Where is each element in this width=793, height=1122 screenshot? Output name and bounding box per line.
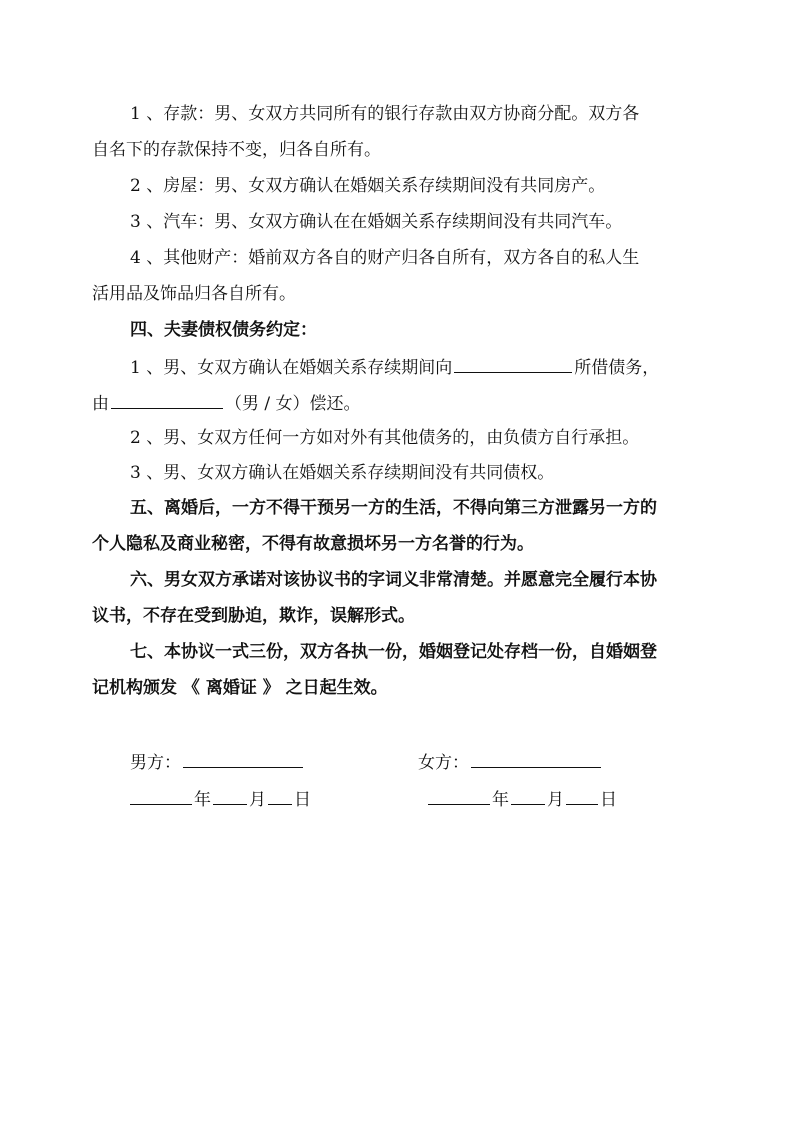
debt-item-1-suffix: 所借债务， [574, 358, 660, 378]
asset-item-other [130, 246, 742, 270]
item-number: 2 、 [130, 176, 164, 196]
debtor-blank[interactable] [111, 390, 223, 409]
item-text: 汽车：男、女双方确认在在婚姻关系存续期间没有共同汽车。 [163, 212, 623, 232]
item-number: 1 、 [130, 104, 164, 124]
male-year-field[interactable] [130, 786, 192, 805]
clause-7-line-2: 记机构颁发 《 离婚证 》 之日起生效。 [92, 678, 388, 698]
clause-6-line-2: 议书，不存在受到胁迫，欺诈，误解形式。 [92, 606, 415, 626]
item-text: 其他财产：婚前双方各自的财产归各自所有，双方各自的私人生 [163, 248, 640, 268]
item-number: 3 、 [130, 212, 164, 232]
debt-heading: 四、夫妻债权债务约定： [130, 320, 317, 340]
debt-item-2: 2 、男、女双方任何一方如对外有其他债务的，由负债方自行承担。 [130, 428, 640, 448]
male-signature-field[interactable] [183, 749, 303, 768]
debt-item-1-text: 1 、男、女双方确认在婚姻关系存续期间向 [130, 358, 453, 378]
item-text: 存款：男、女双方共同所有的银行存款由双方协商分配。双方各 [163, 104, 640, 124]
month-label: 月 [249, 790, 266, 810]
asset-item-other-cont: 活用品及饰品归各自所有。 [92, 284, 296, 304]
asset-item-car [130, 210, 742, 234]
asset-item-house [130, 174, 742, 198]
debt-item-1-repay: （男 / 女）偿还。 [225, 394, 361, 414]
male-label: 男方： [130, 753, 181, 773]
year-label: 年 [492, 790, 509, 810]
female-year-field[interactable] [428, 786, 490, 805]
debt-item-1-by: 由 [92, 394, 109, 414]
clause-7-line-1: 七、本协议一式三份，双方各执一份，婚姻登记处存档一份，自婚姻登 [130, 642, 657, 662]
debt-item-1-cont [92, 390, 704, 416]
year-label: 年 [194, 790, 211, 810]
female-label: 女方： [418, 753, 469, 773]
day-label: 日 [600, 790, 617, 810]
male-date [128, 786, 311, 812]
male-month-field[interactable] [213, 786, 247, 805]
creditor-blank[interactable] [454, 354, 572, 373]
day-label: 日 [294, 790, 311, 810]
item-text: 房屋：男、女双方确认在婚姻关系存续期间没有共同房产。 [163, 176, 606, 196]
female-signature [418, 749, 603, 775]
female-signature-field[interactable] [471, 749, 601, 768]
debt-item-1 [130, 354, 742, 380]
female-day-field[interactable] [566, 786, 598, 805]
clause-5-line-2: 个人隐私及商业秘密，不得有故意损坏另一方名誉的行为。 [92, 534, 534, 554]
asset-item-deposit [130, 102, 742, 126]
debt-item-3: 3 、男、女双方确认在婚姻关系存续期间没有共同债权。 [130, 463, 555, 483]
male-signature [130, 749, 305, 775]
asset-item-deposit-cont: 自名下的存款保持不变，归各自所有。 [92, 140, 381, 160]
male-day-field[interactable] [268, 786, 292, 805]
clause-6-line-1: 六、男女双方承诺对该协议书的字词义非常清楚。并愿意完全履行本协 [130, 570, 657, 590]
female-date [426, 786, 617, 812]
item-number: 4 、 [130, 248, 164, 268]
month-label: 月 [547, 790, 564, 810]
female-month-field[interactable] [511, 786, 545, 805]
clause-5-line-1: 五、离婚后，一方不得干预另一方的生活，不得向第三方泄露另一方的 [130, 498, 657, 518]
